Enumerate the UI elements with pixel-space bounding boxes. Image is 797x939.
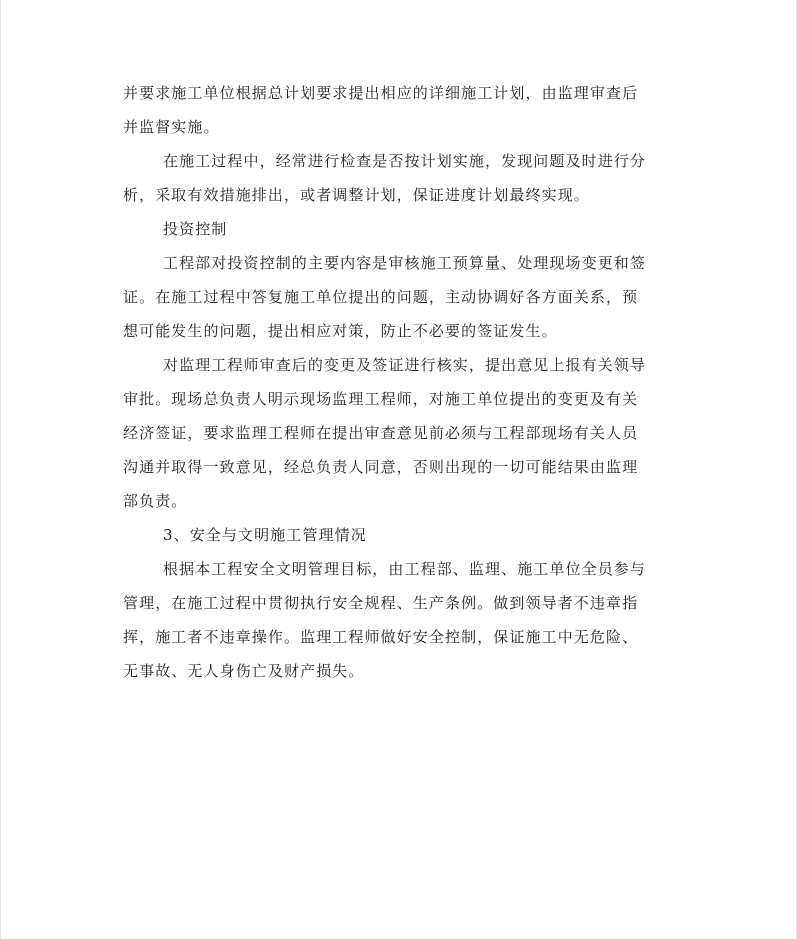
paragraph-line: 想可能发生的问题，提出相应对策，防止不必要的签证发生。 (123, 322, 558, 340)
document-body (123, 76, 679, 688)
paragraph-line: 工程部对投资控制的主要内容是审核施工预算量、处理现场变更和签 (163, 254, 647, 272)
paragraph-line: 并要求施工单位根据总计划要求提出相应的详细施工计划，由监理审查后 (123, 84, 639, 102)
paragraph-line: 无事故、无人身伤亡及财产损失。 (123, 662, 365, 680)
paragraph-line: 在施工过程中，经常进行检查是否按计划实施，发现问题及时进行分 (163, 152, 647, 170)
paragraph-line: 对监理工程师审查后的变更及签证进行核实，提出意见上报有关领导 (163, 356, 647, 374)
paragraph-line: 部负责。 (123, 492, 188, 510)
paragraph-line: 证。在施工过程中答复施工单位提出的问题，主动协调好各方面关系，预 (123, 288, 639, 306)
section-heading-safety: 3、安全与文明施工管理情况 (163, 526, 367, 544)
section-heading-investment-control: 投资控制 (163, 220, 228, 238)
paragraph-line: 沟通并取得一致意见，经总负责人同意，否则出现的一切可能结果由监理 (123, 458, 639, 476)
paragraph-line: 挥，施工者不违章操作。监理工程师做好安全控制，保证施工中无危险、 (123, 628, 639, 646)
paragraph-line: 并监督实施。 (123, 118, 220, 136)
paragraph-line: 析，采取有效措施排出，或者调整计划，保证进度计划最终实现。 (123, 186, 590, 204)
paragraph-line: 审批。现场总负责人明示现场监理工程师，对施工单位提出的变更及有关 (123, 390, 639, 408)
paragraph-line: 管理，在施工过程中贯彻执行安全规程、生产条例。做到领导者不违章指 (123, 594, 639, 612)
paragraph-line: 根据本工程安全文明管理目标，由工程部、监理、施工单位全员参与 (163, 560, 647, 578)
paragraph-line: 经济签证，要求监理工程师在提出审查意见前必须与工程部现场有关人员 (123, 424, 639, 442)
